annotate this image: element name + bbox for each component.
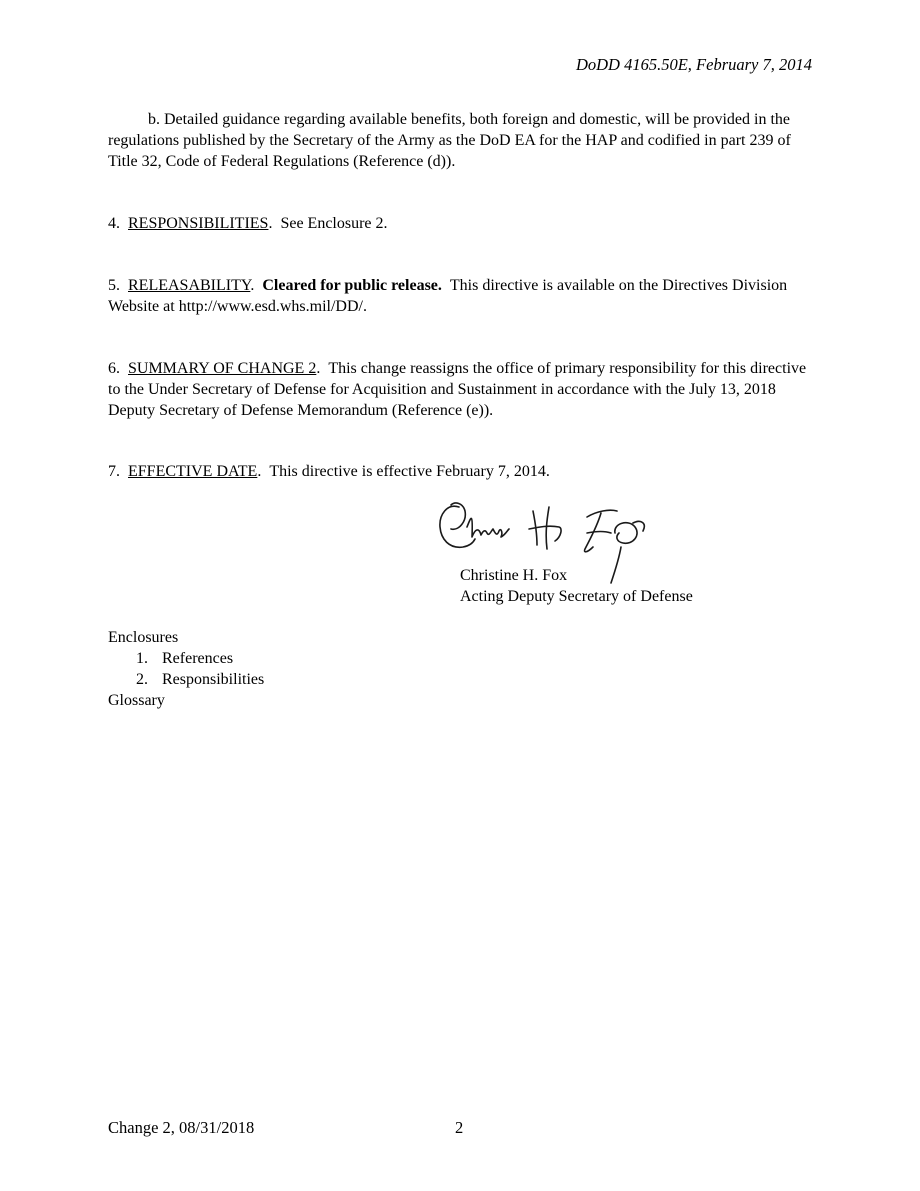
- running-header: DoDD 4165.50E, February 7, 2014: [575, 55, 812, 74]
- section-number: 7.: [108, 463, 120, 480]
- section-text: This change reassigns the office of primary responsibility for this directive to the Under Secretary of Defense for Acquisition and Sustainment in accordance with the July 13, 2018 Deputy Secretary of Defense Memorandum (Reference (e)).: [108, 360, 807, 419]
- footer-change-notice: Change 2, 08/31/2018: [108, 1118, 255, 1137]
- enclosure-number: 2.: [136, 671, 148, 688]
- section-heading: RESPONSIBILITIES: [128, 215, 269, 232]
- glossary-label: Glossary: [108, 692, 165, 709]
- section-number: 5.: [108, 277, 120, 294]
- section-responsibilities: 4. RESPONSIBILITIES. See Enclosure 2.: [108, 215, 388, 232]
- signature-block: [460, 565, 693, 607]
- paragraph-b: [108, 109, 816, 172]
- section-summary-of-change: 6. SUMMARY OF CHANGE 2. This change reassigns the office of primary responsibility for this directive to the Under Secretary of Defense for Acquisition and Sustainment in accordance with the July 13, 2018 Deputy Secretary of Defense Memorandum (Reference (e)).: [108, 360, 807, 419]
- paragraph-b-text: b. Detailed guidance regarding available benefits, both foreign and domestic, will be provided in the regulations published by the Secretary of the Army as the DoD EA for the HAP and codified in part 239 of Title 32, Code of Federal Regulations (Reference (d)).: [108, 111, 791, 170]
- release-statement: Cleared for public release.: [262, 277, 442, 294]
- enclosure-label: References: [162, 650, 234, 667]
- enclosure-number: 1.: [136, 650, 148, 667]
- section-text: This directive is available on the Directives Division Website at http://www.esd.whs.mil/DD/.: [108, 277, 788, 315]
- section-text: See Enclosure 2.: [280, 215, 388, 232]
- section-releasability: 5. RELEASABILITY. Cleared for public release. This directive is available on the Directives Division Website at http://www.esd.whs.mil/DD/.: [108, 277, 788, 315]
- section-effective-date: 7. EFFECTIVE DATE. This directive is effective February 7, 2014.: [108, 463, 550, 480]
- enclosure-label: Responsibilities: [162, 671, 265, 688]
- section-number: 4.: [108, 215, 120, 232]
- section-text: This directive is effective February 7, 2014.: [269, 463, 550, 480]
- section-heading: RELEASABILITY: [128, 277, 251, 294]
- page-number: 2: [455, 1118, 464, 1137]
- enclosures-heading: Enclosures: [108, 629, 179, 646]
- section-heading: SUMMARY OF CHANGE 2: [128, 360, 317, 377]
- enclosure-item: [108, 669, 264, 690]
- enclosure-item: [108, 648, 264, 669]
- enclosures-list: [108, 627, 264, 711]
- signer-name: Christine H. Fox: [460, 567, 568, 584]
- section-number: 6.: [108, 360, 120, 377]
- signer-title: Acting Deputy Secretary of Defense: [460, 588, 693, 605]
- section-heading: EFFECTIVE DATE: [128, 463, 258, 480]
